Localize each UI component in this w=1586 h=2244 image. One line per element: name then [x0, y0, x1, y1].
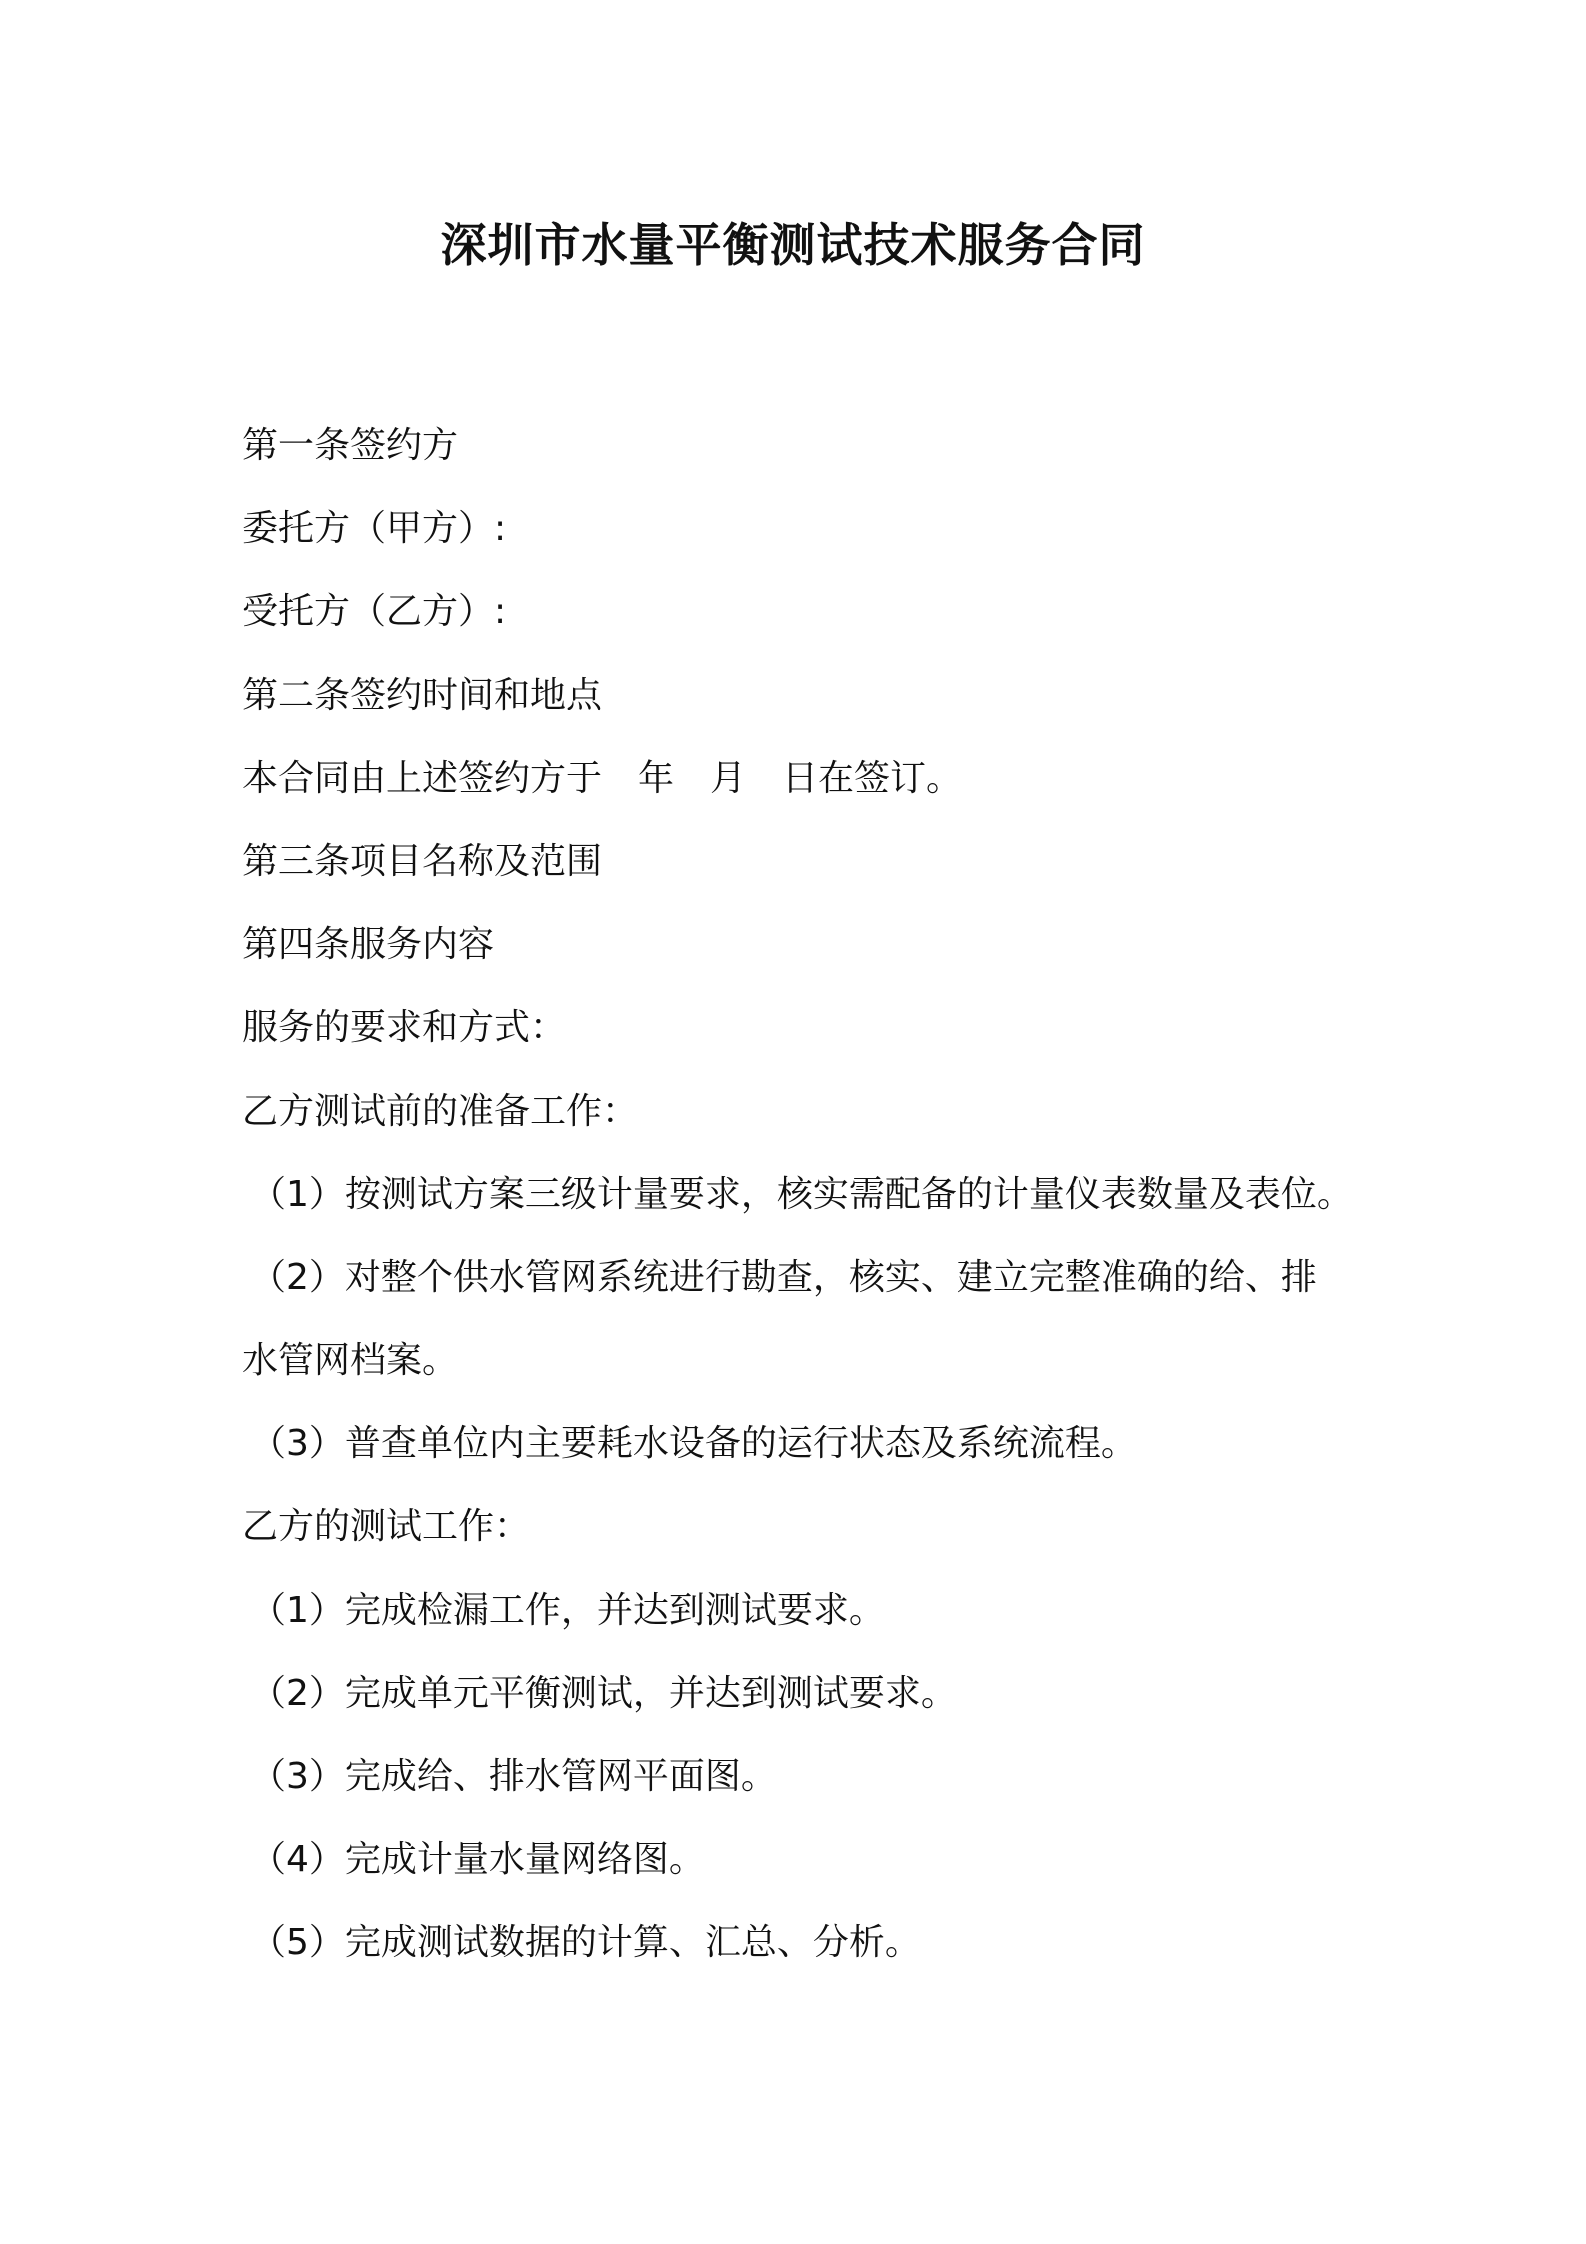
preparation-item-1: （1）按测试方案三级计量要求，核实需配备的计量仪表数量及表位。 — [250, 1173, 1353, 1215]
signing-date-prefix: 本合同由上述签约方于 — [242, 757, 603, 799]
clause-2-heading: 第二条签约时间和地点 — [242, 674, 603, 716]
clause-1-heading: 第一条签约方 — [242, 425, 459, 466]
preparation-item-2-continued: 水管网档案。 — [242, 1340, 459, 1382]
testing-work-heading: 乙方的测试工作： — [242, 1506, 531, 1548]
clause-3-heading: 第三条项目名称及范围 — [242, 840, 603, 882]
preparation-item-2: （2）对整个供水管网系统进行勘查，核实、建立完整准确的给、排 — [250, 1256, 1317, 1298]
party-b-line: 受托方（乙方）: — [242, 591, 507, 633]
testing-item-2: （2）完成单元平衡测试，并达到测试要求。 — [250, 1672, 957, 1714]
signing-date-year: 年 — [638, 757, 675, 799]
testing-item-5: （5）完成测试数据的计算、汇总、分析。 — [250, 1922, 921, 1964]
signing-date-line — [242, 737, 1402, 820]
party-a-line: 委托方（甲方）: — [242, 508, 507, 550]
testing-item-4: （4）完成计量水量网络图。 — [250, 1839, 705, 1881]
clause-4-heading: 第四条服务内容 — [242, 924, 495, 966]
signing-date-day: 日在签订。 — [782, 757, 963, 799]
preparation-item-3: （3）普查单位内主要耗水设备的运行状态及系统流程。 — [250, 1423, 1137, 1465]
document-body — [242, 404, 1402, 1985]
signing-date-month: 月 — [710, 757, 747, 799]
testing-item-1: （1）完成检漏工作，并达到测试要求。 — [250, 1589, 885, 1631]
service-requirements-heading: 服务的要求和方式： — [242, 1007, 567, 1049]
preparation-heading: 乙方测试前的准备工作： — [242, 1090, 639, 1132]
testing-item-3: （3）完成给、排水管网平面图。 — [250, 1756, 777, 1797]
document-title: 深圳市水量平衡测试技术服务合同 — [440, 218, 1146, 272]
